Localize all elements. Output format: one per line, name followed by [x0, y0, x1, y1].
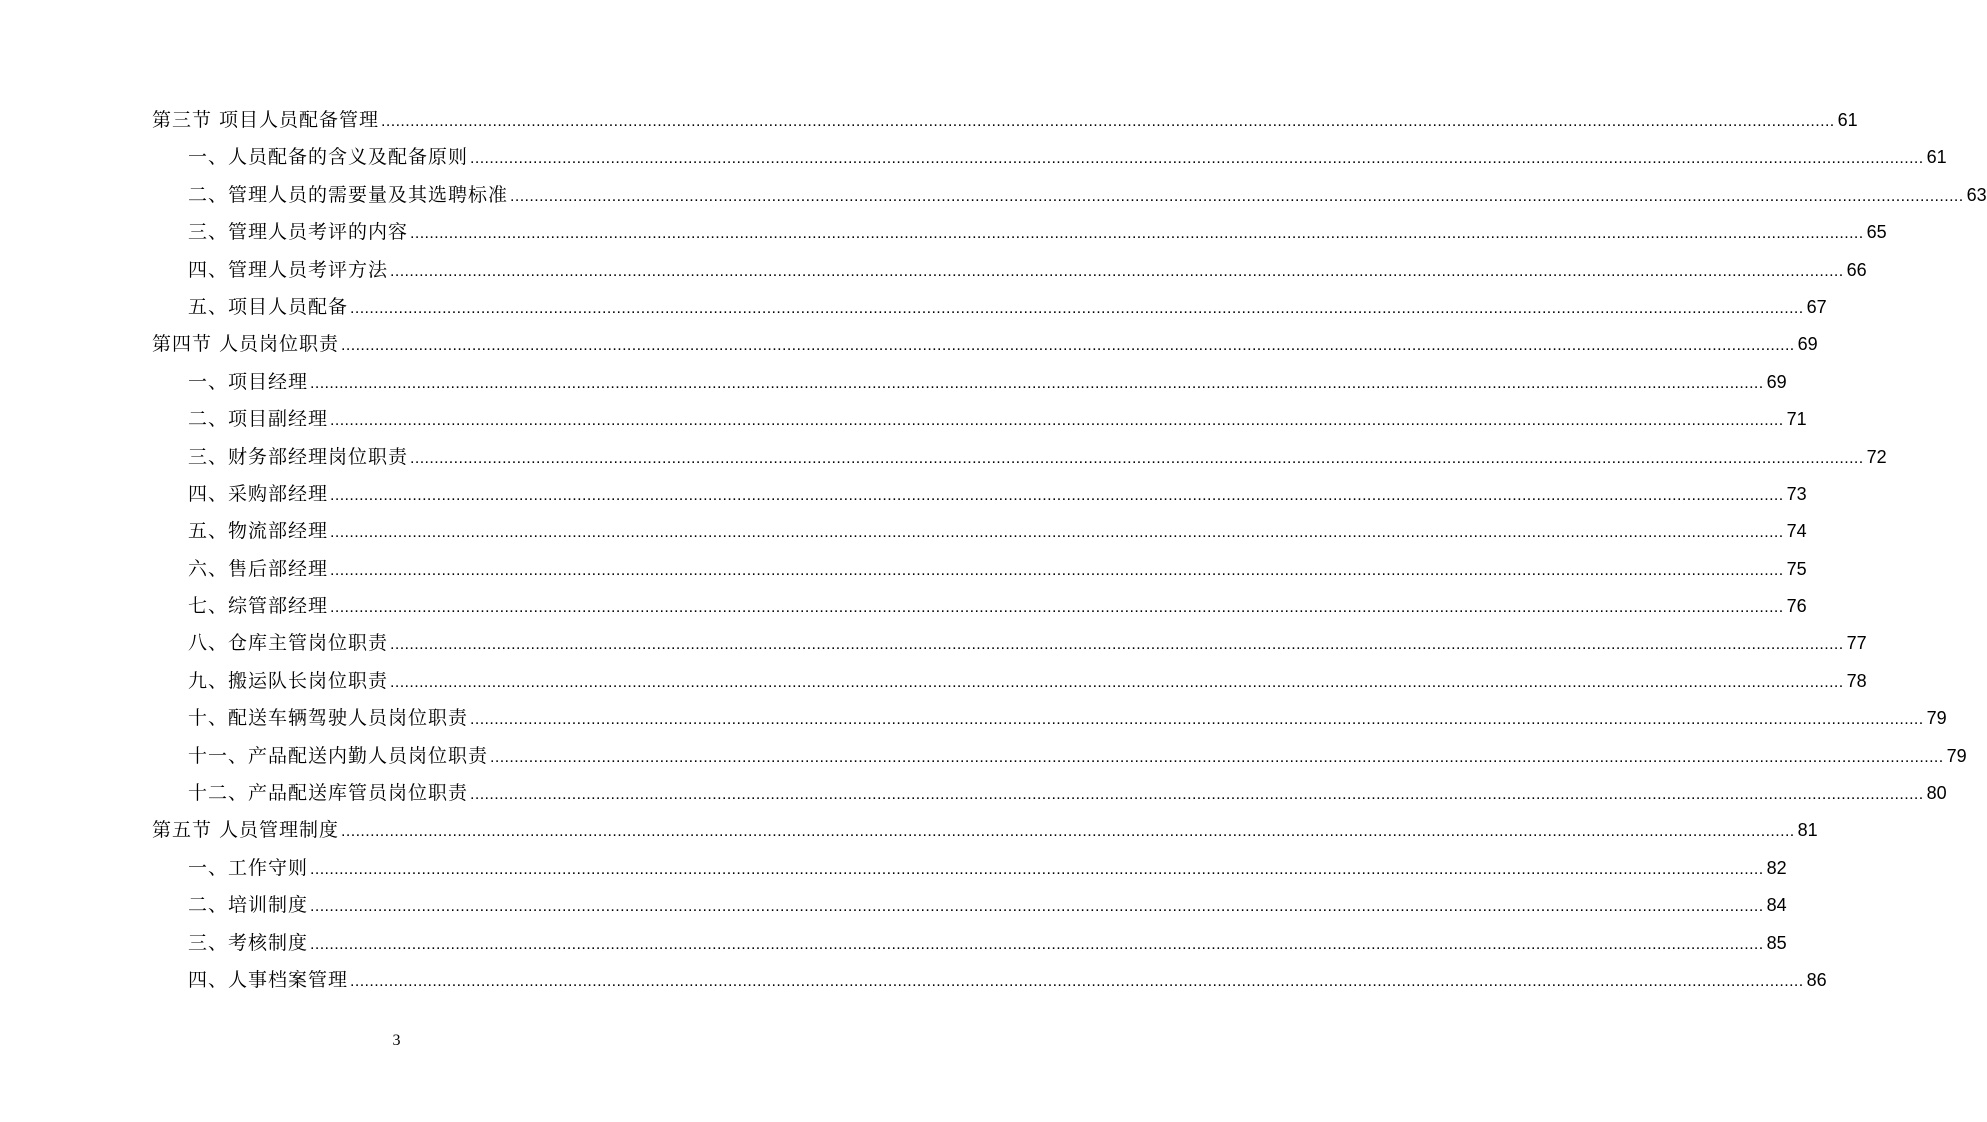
toc-entry-page-number: 65 [1866, 222, 1887, 243]
toc-subsection-entry[interactable] [152, 850, 1787, 887]
toc-entry-page-number: 85 [1766, 932, 1787, 953]
toc-dot-leader: ............................................................................................................................................................................................................................................................................................................ [350, 972, 1804, 990]
toc-entry-title: 七、综管部经理 [188, 595, 329, 618]
toc-entry-page-number: 71 [1786, 409, 1807, 430]
toc-entry-title: 第三节 项目人员配备管理 [152, 109, 380, 131]
toc-subsection-entry[interactable] [152, 551, 1807, 588]
toc-dot-leader: ............................................................................................................................................................................................................................................................................................................ [410, 225, 1864, 243]
toc-section-entry[interactable] [152, 812, 1818, 849]
toc-subsection-entry[interactable] [152, 663, 1867, 700]
toc-subsection-entry[interactable] [152, 588, 1807, 625]
toc-subsection-entry[interactable] [152, 364, 1787, 401]
toc-subsection-entry[interactable] [152, 252, 1867, 289]
toc-entry-title: 十一、产品配送内勤人员岗位职责 [188, 744, 489, 767]
toc-subsection-entry[interactable] [152, 476, 1807, 513]
toc-subsection-entry[interactable] [152, 925, 1787, 962]
toc-entry-title: 四、采购部经理 [188, 482, 329, 505]
toc-dot-leader: ............................................................................................................................................................................................................................................................................................................ [330, 599, 1784, 617]
page-number: 3 [392, 1032, 401, 1049]
toc-subsection-entry[interactable] [152, 625, 1867, 662]
toc-entry-title: 六、售后部经理 [188, 557, 329, 580]
toc-dot-leader: ............................................................................................................................................................................................................................................................................................................ [310, 860, 1764, 878]
toc-dot-leader: ............................................................................................................................................................................................................................................................................................................ [330, 561, 1784, 579]
toc-dot-leader: ............................................................................................................................................................................................................................................................................................................ [490, 748, 1944, 766]
toc-dot-leader: ............................................................................................................................................................................................................................................................................................................ [330, 486, 1784, 504]
toc-subsection-entry[interactable] [152, 775, 1947, 812]
toc-entry-title: 三、管理人员考评的内容 [188, 221, 409, 244]
toc-entry-title: 三、财务部经理岗位职责 [188, 445, 409, 468]
toc-subsection-entry[interactable] [152, 962, 1827, 999]
toc-subsection-entry[interactable] [152, 139, 1947, 176]
toc-dot-leader: ............................................................................................................................................................................................................................................................................................................ [341, 823, 1795, 841]
toc-entry-title: 第四节 人员岗位职责 [152, 333, 340, 356]
toc-entry-title: 第五节 人员管理制度 [152, 819, 340, 842]
toc-subsection-entry[interactable] [152, 439, 1887, 476]
toc-entry-title: 二、培训制度 [188, 894, 309, 917]
toc-entry-page-number: 76 [1786, 596, 1807, 617]
toc-entry-title: 一、人员配备的含义及配备原则 [188, 146, 469, 169]
toc-dot-leader: ............................................................................................................................................................................................................................................................................................................ [341, 337, 1795, 355]
toc-entry-title: 九、搬运队长岗位职责 [188, 669, 389, 692]
toc-dot-leader: ............................................................................................................................................................................................................................................................................................................ [470, 150, 1924, 168]
toc-subsection-entry[interactable] [152, 214, 1887, 251]
toc-entry-title: 四、管理人员考评方法 [188, 258, 389, 281]
toc-entry-page-number: 69 [1766, 371, 1787, 392]
toc-entry-page-number: 61 [1926, 147, 1947, 168]
toc-dot-leader: ............................................................................................................................................................................................................................................................................................................ [510, 187, 1964, 205]
toc-dot-leader: ............................................................................................................................................................................................................................................................................................................ [330, 412, 1784, 430]
toc-entry-title: 十、配送车辆驾驶人员岗位职责 [188, 707, 469, 730]
toc-entry-page-number: 79 [1946, 745, 1967, 766]
toc-dot-leader: ............................................................................................................................................................................................................................................................................................................ [330, 524, 1784, 542]
toc-entry-title: 三、考核制度 [188, 931, 309, 954]
toc-section-entry[interactable] [152, 326, 1818, 363]
toc-entry-title: 十二、产品配送库管员岗位职责 [188, 782, 469, 805]
toc-entry-title: 八、仓库主管岗位职责 [188, 632, 389, 655]
toc-entry-page-number: 78 [1846, 670, 1867, 691]
toc-entry-title: 四、人事档案管理 [188, 968, 349, 991]
toc-entry-page-number: 67 [1806, 296, 1827, 317]
toc-entry-page-number: 82 [1766, 857, 1787, 878]
toc-entry-page-number: 73 [1786, 483, 1807, 504]
toc-subsection-entry[interactable] [152, 177, 1987, 214]
toc-entry-page-number: 74 [1786, 521, 1807, 542]
toc-entry-page-number: 84 [1766, 895, 1787, 916]
toc-entry-title: 二、项目副经理 [188, 408, 329, 431]
toc-subsection-entry[interactable] [152, 738, 1967, 775]
toc-subsection-entry[interactable] [152, 887, 1787, 924]
toc-dot-leader: ............................................................................................................................................................................................................................................................................................................ [381, 113, 1835, 130]
toc-entry-title: 二、管理人员的需要量及其选聘标准 [188, 183, 509, 206]
toc-entry-title: 一、项目经理 [188, 370, 309, 393]
toc-dot-leader: ............................................................................................................................................................................................................................................................................................................ [470, 786, 1924, 804]
toc-entry-page-number: 61 [1837, 110, 1858, 130]
toc-dot-leader: ............................................................................................................................................................................................................................................................................................................ [390, 262, 1844, 280]
toc-subsection-entry[interactable] [152, 700, 1947, 737]
toc-entry-page-number: 86 [1806, 969, 1827, 990]
toc-dot-leader: ............................................................................................................................................................................................................................................................................................................ [390, 673, 1844, 691]
toc-entry-page-number: 69 [1797, 334, 1818, 355]
toc-dot-leader: ............................................................................................................................................................................................................................................................................................................ [390, 636, 1844, 654]
toc-section-entry[interactable] [152, 102, 1858, 139]
toc-entry-title: 一、工作守则 [188, 856, 309, 879]
toc-dot-leader: ............................................................................................................................................................................................................................................................................................................ [310, 374, 1764, 392]
toc-entry-title: 五、物流部经理 [188, 520, 329, 543]
toc-entry-page-number: 81 [1797, 820, 1818, 841]
toc-dot-leader: ............................................................................................................................................................................................................................................................................................................ [350, 299, 1804, 317]
toc-dot-leader: ............................................................................................................................................................................................................................................................................................................ [310, 935, 1764, 953]
toc-dot-leader: ............................................................................................................................................................................................................................................................................................................ [410, 449, 1864, 467]
toc-entry-page-number: 80 [1926, 783, 1947, 804]
toc-subsection-entry[interactable] [152, 401, 1807, 438]
table-of-contents [152, 102, 1987, 999]
toc-entry-page-number: 72 [1866, 446, 1887, 467]
toc-subsection-entry[interactable] [152, 289, 1827, 326]
toc-dot-leader: ............................................................................................................................................................................................................................................................................................................ [310, 898, 1764, 916]
toc-dot-leader: ............................................................................................................................................................................................................................................................................................................ [470, 711, 1924, 729]
toc-entry-page-number: 66 [1846, 259, 1867, 280]
toc-entry-title: 五、项目人员配备 [188, 295, 349, 318]
toc-entry-page-number: 75 [1786, 558, 1807, 579]
toc-subsection-entry[interactable] [152, 513, 1807, 550]
toc-entry-page-number: 63 [1966, 184, 1987, 205]
toc-entry-page-number: 79 [1926, 708, 1947, 729]
toc-entry-page-number: 77 [1846, 633, 1867, 654]
